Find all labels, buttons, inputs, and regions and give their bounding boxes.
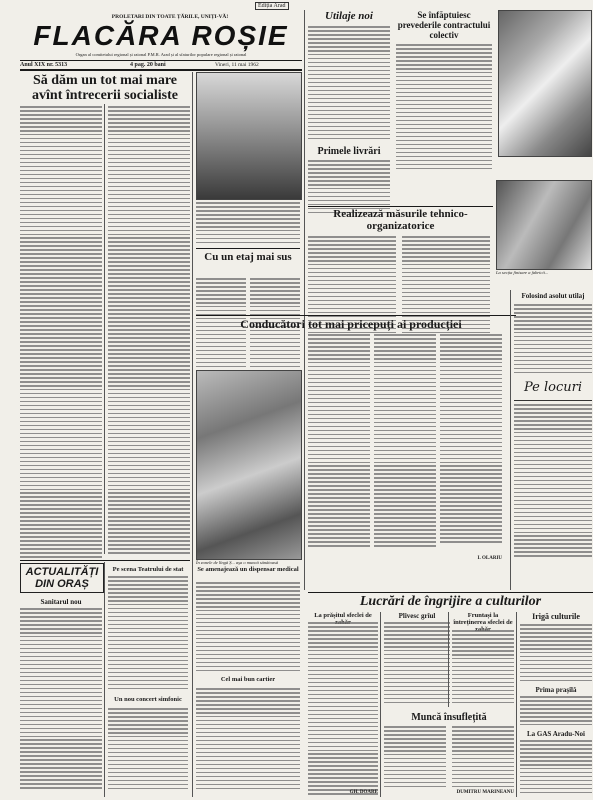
- irigatii-text: [520, 624, 592, 684]
- conducatori-col1: [308, 334, 370, 549]
- masthead-price: 4 pag. 20 bani: [130, 62, 166, 68]
- folosind-headline: Folosind asolut utilaj: [521, 292, 585, 300]
- center-photo-caption: În zonele de lîngă Ș... aşa o muncă sănătoasă: [196, 560, 279, 565]
- actualitati-text: [20, 608, 102, 791]
- worker-portrait-photo: [196, 72, 302, 200]
- irigatii-headline: Irigă culturile: [532, 612, 580, 621]
- etaj-headline: Cu un etaj mai sus: [204, 251, 292, 263]
- utilaje-text: [308, 26, 390, 142]
- teatrul-headline: Pe scena Teatrului de stat: [112, 566, 184, 573]
- signature-logo: Pe locuri: [514, 380, 592, 401]
- plivesc-headline: Plivesc grîul: [398, 612, 436, 620]
- prevederi-headline: Se înfăptuiesc prevederile contractului colectiv: [397, 10, 491, 40]
- factory-photo-right: [496, 180, 592, 270]
- cartier-headline: Cel mai bun cartier: [220, 676, 276, 683]
- amenajeaza-headline: Se amenajează un dispensar medical: [197, 566, 299, 573]
- utilaje-headline: Utilaje noi: [325, 10, 373, 22]
- fruntasi-headline: Fruntași la întreținerea sfeclei de: [453, 612, 513, 626]
- archive-stamp: Ediția Arad: [255, 2, 289, 10]
- concert-text: [108, 708, 188, 792]
- lucrari-headline: Lucrări de îngrijire a culturilor: [359, 594, 542, 609]
- portrait-caption: [196, 202, 300, 246]
- folosind-text2: [514, 404, 592, 559]
- realizeaza-headline: Realizează măsurile tehnico-organizatorice: [333, 208, 468, 232]
- fruntasi-text: [452, 630, 514, 706]
- field-workers-photo: [196, 370, 302, 560]
- prima-text: [520, 696, 592, 728]
- prima-headline: Prima praşilă: [535, 686, 577, 694]
- amenajeaza-text: [196, 582, 300, 674]
- sfecla-text: [308, 622, 378, 797]
- conducatori-author: I. OLARIU: [477, 556, 502, 561]
- munca-col2: [452, 726, 514, 790]
- sfecla-headline: La prășitul sfeclei de: [314, 612, 372, 619]
- sfecla-author: GH. DOARE: [349, 790, 378, 795]
- lead-headline: Să dăm un tot mai mare avînt întrecerii socialiste: [32, 73, 178, 103]
- prevederi-text: [396, 44, 492, 172]
- right-photo-caption: La secția finisare a fabricii...: [496, 270, 549, 275]
- cartier-text: [196, 688, 300, 792]
- actualitati-box: ACTUALITĂȚI DIN ORAȘ: [20, 563, 104, 593]
- munca-headline: Muncă însuflețită: [411, 712, 487, 723]
- conducatori-col3: [440, 334, 502, 545]
- lead-article-col2: [108, 106, 190, 556]
- factory-photo-top: [498, 10, 592, 157]
- masthead-year: Anul XIX nr. 5313: [20, 62, 68, 68]
- masthead-motto: PROLETARI DIN TOATE ȚĂRILE, UNIȚI-VĂ!: [111, 14, 229, 20]
- concert-headline: Un nou concert simfonic: [114, 696, 182, 703]
- sanitar-headline: Sanitarul nou: [40, 598, 82, 606]
- primele-headline: Primele livrări: [317, 146, 381, 157]
- masthead-date: Vineri, 11 mai 1962: [215, 62, 259, 68]
- masthead-title: FLACĂRA ROȘIE: [33, 20, 289, 51]
- munca-col1: [384, 726, 446, 790]
- teatrul-text: [108, 576, 188, 692]
- lead-article-col1: [20, 106, 102, 560]
- gas-text: [520, 740, 592, 796]
- plivesc-text: [384, 622, 450, 706]
- gas-headline: La GAS Aradu-Noi: [527, 730, 585, 738]
- conducatori-headline: Conducători tot mai pricepuți ai producției: [240, 317, 462, 331]
- munca-author: DUMITRU MARINEANU: [456, 790, 514, 795]
- folosind-text: [514, 304, 592, 376]
- masthead-subtitle: Organ al comitetului regional și raional P.M.R. Arad și al sfaturilor populare regional și raional: [75, 52, 247, 57]
- conducatori-col2: [374, 334, 436, 549]
